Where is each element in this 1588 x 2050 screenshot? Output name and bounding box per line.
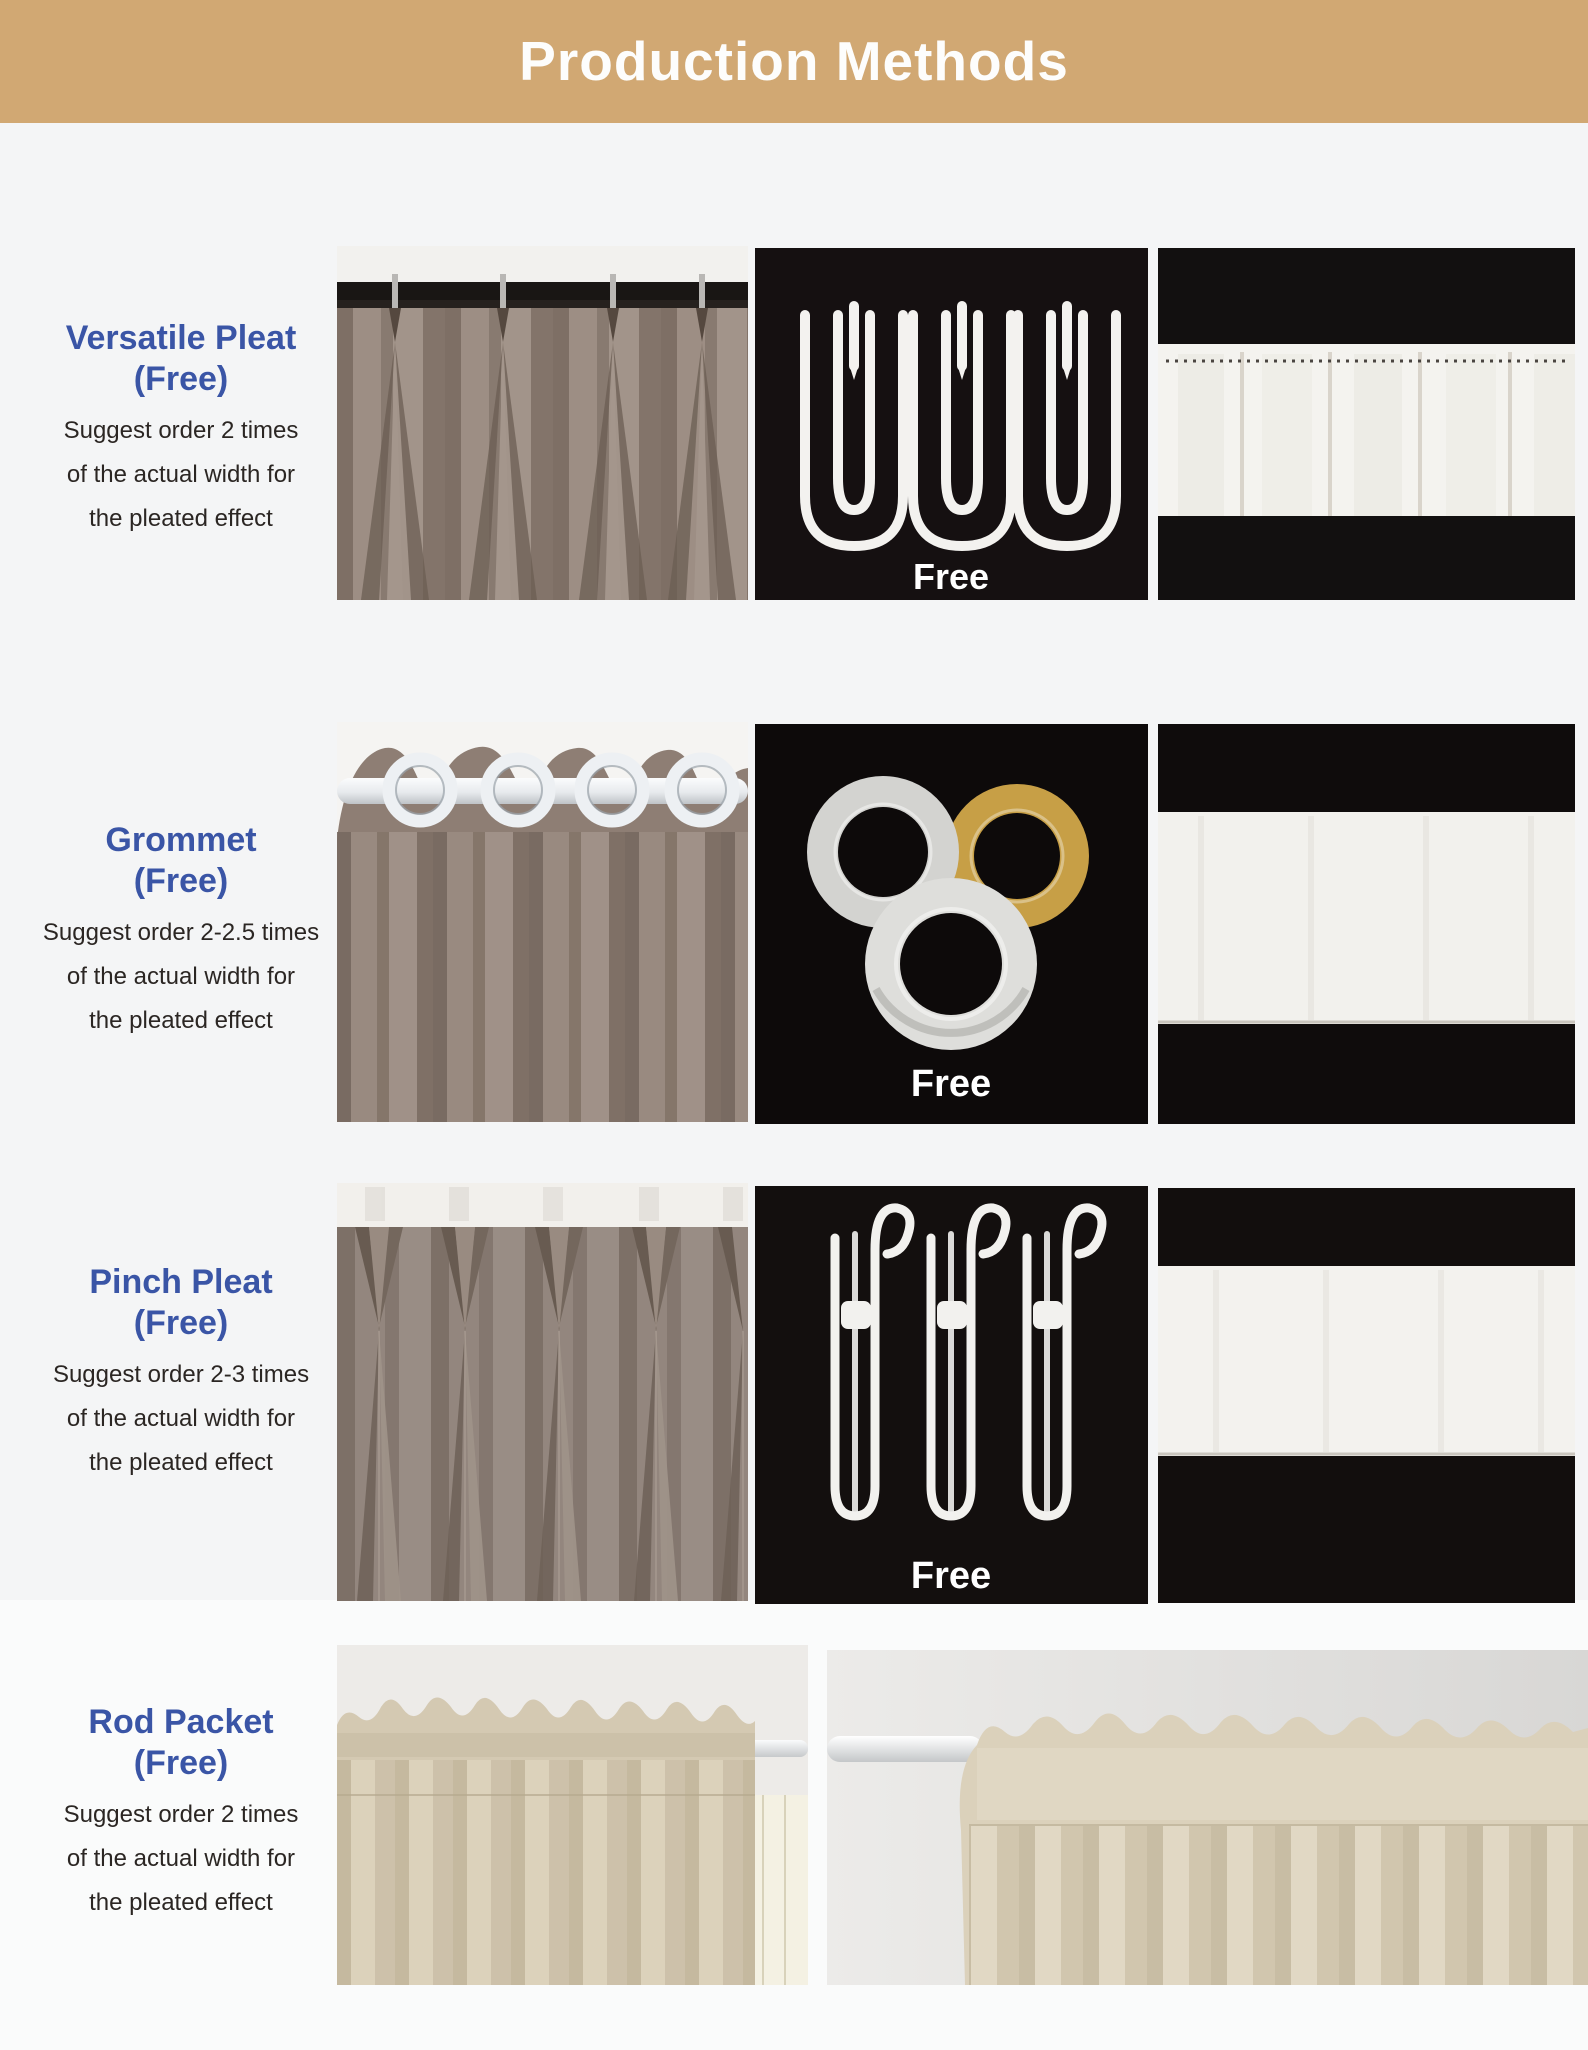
row-free-tag: (Free) bbox=[133, 1744, 229, 1782]
row-heading: Versatile Pleat bbox=[65, 319, 297, 357]
grommet-tape-illustration bbox=[1158, 724, 1575, 1124]
grommet-rings-illustration bbox=[755, 724, 1148, 1124]
free-label: Free bbox=[912, 556, 990, 597]
curtain-rod bbox=[827, 1736, 983, 1762]
four-prong-hooks-illustration bbox=[755, 248, 1148, 600]
tape-band bbox=[1158, 812, 1575, 1024]
curtain-track bbox=[337, 1183, 748, 1227]
photo-rod-pocket-closeup bbox=[827, 1650, 1588, 1985]
photo-grommet-curtain bbox=[337, 722, 748, 1122]
photo-rod-pocket-curtain bbox=[337, 1645, 808, 1985]
row-heading: Grommet bbox=[105, 821, 257, 859]
grommet-curtain-illustration bbox=[337, 722, 748, 1122]
label-versatile-pleat bbox=[30, 318, 332, 541]
versatile-pleat-curtain-illustration bbox=[337, 246, 748, 600]
photo-grommet-tape bbox=[1158, 724, 1575, 1124]
photo-pleat-tape bbox=[1158, 248, 1575, 600]
silver-ring-front-icon bbox=[865, 878, 1037, 1050]
row-description: Suggest order 2-3 times of the actual width for the pleated effect bbox=[52, 1361, 310, 1476]
row-description: Suggest order 2-2.5 times of the actual width for the pleated effect bbox=[42, 919, 320, 1034]
page-title: Production Methods bbox=[519, 30, 1069, 92]
pleat-tape-illustration bbox=[1158, 248, 1575, 600]
row-free-tag: (Free) bbox=[133, 862, 229, 900]
photo-pinch-pleat-curtain bbox=[337, 1183, 748, 1601]
free-label: Free bbox=[910, 1063, 992, 1105]
pinch-pleat-curtain-illustration bbox=[337, 1183, 748, 1601]
adjustable-hooks-illustration bbox=[755, 1186, 1148, 1604]
photo-pleat-band bbox=[1158, 1188, 1575, 1603]
label-rod-packet bbox=[30, 1702, 332, 1925]
row-heading: Pinch Pleat bbox=[89, 1263, 273, 1301]
row-description: Suggest order 2 times of the actual width for the pleated effect bbox=[63, 417, 299, 532]
photo-adjustable-hooks bbox=[755, 1186, 1148, 1604]
row-free-tag: (Free) bbox=[133, 1304, 229, 1342]
tape-band bbox=[1158, 1266, 1575, 1456]
pleat-band-illustration bbox=[1158, 1188, 1575, 1603]
photo-versatile-pleat-curtain bbox=[337, 246, 748, 600]
free-label: Free bbox=[910, 1555, 992, 1597]
label-grommet bbox=[30, 820, 332, 1043]
curtain-rod bbox=[337, 282, 748, 302]
photo-pleat-hooks bbox=[755, 248, 1148, 600]
rod-pocket-curtain-illustration bbox=[337, 1645, 808, 1985]
row-description: Suggest order 2 times of the actual width for the pleated effect bbox=[63, 1801, 299, 1916]
row-heading: Rod Packet bbox=[88, 1703, 274, 1741]
header-band bbox=[0, 0, 1588, 123]
photo-grommet-rings bbox=[755, 724, 1148, 1124]
rod-pocket-closeup-illustration bbox=[827, 1650, 1588, 1985]
label-pinch-pleat bbox=[30, 1262, 332, 1485]
row-free-tag: (Free) bbox=[133, 360, 229, 398]
